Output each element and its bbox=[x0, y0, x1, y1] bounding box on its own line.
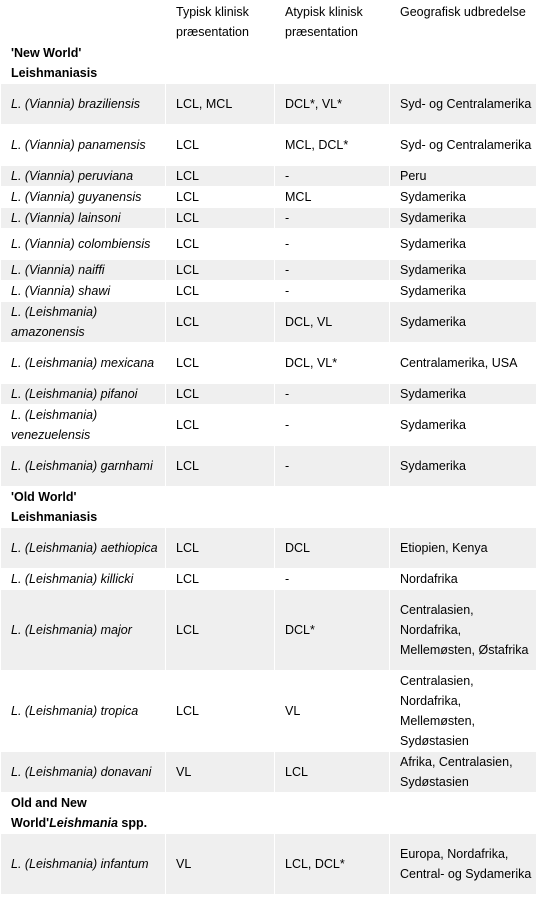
empty-cell bbox=[166, 793, 275, 834]
atypical-cell: VL bbox=[275, 671, 390, 752]
atypical-cell: - bbox=[275, 446, 390, 487]
table-row bbox=[1, 752, 536, 793]
geography-cell: Sydamerika bbox=[390, 302, 536, 343]
empty-cell bbox=[166, 43, 275, 84]
atypical-cell: LCL bbox=[275, 752, 390, 793]
section-title-cell bbox=[1, 793, 166, 834]
geography-cell: Centralasien, Nordafrika, Mellemøsten, Østafrika bbox=[390, 590, 536, 671]
table-row bbox=[1, 187, 536, 208]
atypical-cell: DCL bbox=[275, 528, 390, 569]
species-cell: L. (Leishmania) venezuelensis bbox=[1, 405, 166, 446]
typical-cell: LCL bbox=[166, 384, 275, 405]
species-cell: L. (Leishmania) mexicana bbox=[1, 343, 166, 384]
atypical-cell: LCL, DCL* bbox=[275, 834, 390, 895]
atypical-cell: - bbox=[275, 384, 390, 405]
atypical-cell: DCL* bbox=[275, 590, 390, 671]
section-title: 'Old World' Leishmaniasis bbox=[11, 490, 98, 524]
geography-cell: Sydamerika bbox=[390, 446, 536, 487]
section-title-cell bbox=[1, 43, 166, 84]
species-cell: L. (Leishmania) infantum bbox=[1, 834, 166, 895]
typical-cell: VL bbox=[166, 752, 275, 793]
geography-cell: Syd- og Centralamerika bbox=[390, 125, 536, 166]
atypical-cell: - bbox=[275, 260, 390, 281]
typical-cell: LCL bbox=[166, 343, 275, 384]
geography-cell: Centralamerika, USA bbox=[390, 343, 536, 384]
typical-cell: VL bbox=[166, 834, 275, 895]
geography-cell: Sydamerika bbox=[390, 229, 536, 260]
table-row bbox=[1, 229, 536, 260]
species-cell: L. (Viannia) braziliensis bbox=[1, 84, 166, 125]
atypical-cell: MCL bbox=[275, 187, 390, 208]
typical-cell: LCL bbox=[166, 229, 275, 260]
species-cell: L. (Viannia) guyanensis bbox=[1, 187, 166, 208]
atypical-cell: - bbox=[275, 229, 390, 260]
species-cell: L. (Leishmania) aethiopica bbox=[1, 528, 166, 569]
table-row bbox=[1, 384, 536, 405]
species-cell: L. (Leishmania) donavani bbox=[1, 752, 166, 793]
geography-cell: Syd- og Centralamerika bbox=[390, 84, 536, 125]
typical-cell: LCL bbox=[166, 671, 275, 752]
table-row bbox=[1, 590, 536, 671]
species-cell: L. (Leishmania) pifanoi bbox=[1, 384, 166, 405]
empty-cell bbox=[166, 487, 275, 528]
geography-cell: Sydamerika bbox=[390, 187, 536, 208]
typical-cell: LCL bbox=[166, 528, 275, 569]
table-row bbox=[1, 166, 536, 187]
atypical-cell: - bbox=[275, 281, 390, 302]
geography-cell: Centralasien, Nordafrika, Mellemøsten, Sydøstasien bbox=[390, 671, 536, 752]
table-row bbox=[1, 302, 536, 343]
typical-cell: LCL bbox=[166, 405, 275, 446]
typical-cell: LCL bbox=[166, 187, 275, 208]
empty-cell bbox=[275, 793, 390, 834]
header-typical: Typisk klinisk præsentation bbox=[166, 1, 275, 43]
empty-cell bbox=[275, 43, 390, 84]
table-header-row bbox=[1, 1, 536, 43]
table-row bbox=[1, 405, 536, 446]
section-row bbox=[1, 487, 536, 528]
section-title-cell bbox=[1, 487, 166, 528]
geography-cell: Sydamerika bbox=[390, 281, 536, 302]
table-body bbox=[1, 43, 536, 895]
table-row bbox=[1, 569, 536, 590]
species-cell: L. (Leishmania) amazonensis bbox=[1, 302, 166, 343]
atypical-cell: - bbox=[275, 208, 390, 229]
empty-cell bbox=[390, 487, 536, 528]
atypical-cell: - bbox=[275, 166, 390, 187]
geography-cell: Sydamerika bbox=[390, 405, 536, 446]
table-row bbox=[1, 528, 536, 569]
table-row bbox=[1, 125, 536, 166]
atypical-cell: MCL, DCL* bbox=[275, 125, 390, 166]
atypical-cell: - bbox=[275, 405, 390, 446]
species-cell: L. (Viannia) panamensis bbox=[1, 125, 166, 166]
species-cell: L. (Viannia) shawi bbox=[1, 281, 166, 302]
geography-cell: Sydamerika bbox=[390, 260, 536, 281]
header-species bbox=[1, 1, 166, 43]
species-cell: L. (Viannia) naiffi bbox=[1, 260, 166, 281]
table-row bbox=[1, 671, 536, 752]
typical-cell: LCL bbox=[166, 208, 275, 229]
species-cell: L. (Leishmania) garnhami bbox=[1, 446, 166, 487]
section-title: Old and New World' bbox=[11, 796, 87, 830]
species-cell: L. (Viannia) lainsoni bbox=[1, 208, 166, 229]
table-row bbox=[1, 84, 536, 125]
typical-cell: LCL, MCL bbox=[166, 84, 275, 125]
typical-cell: LCL bbox=[166, 590, 275, 671]
header-geography: Geografisk udbredelse bbox=[390, 1, 536, 43]
geography-cell: Europa, Nordafrika, Central- og Sydamerika bbox=[390, 834, 536, 895]
species-cell: L. (Viannia) peruviana bbox=[1, 166, 166, 187]
section-title-tail: spp. bbox=[117, 816, 148, 830]
geography-cell: Nordafrika bbox=[390, 569, 536, 590]
empty-cell bbox=[390, 793, 536, 834]
section-row bbox=[1, 43, 536, 84]
atypical-cell: DCL, VL bbox=[275, 302, 390, 343]
table-row bbox=[1, 834, 536, 895]
table-row bbox=[1, 446, 536, 487]
geography-cell: Peru bbox=[390, 166, 536, 187]
species-cell: L. (Leishmania) major bbox=[1, 590, 166, 671]
geography-cell: Etiopien, Kenya bbox=[390, 528, 536, 569]
atypical-cell: DCL, VL* bbox=[275, 343, 390, 384]
section-title: 'New World' Leishmaniasis bbox=[11, 46, 98, 80]
header-atypical: Atypisk klinisk præsentation bbox=[275, 1, 390, 43]
typical-cell: LCL bbox=[166, 125, 275, 166]
typical-cell: LCL bbox=[166, 166, 275, 187]
table-row bbox=[1, 208, 536, 229]
atypical-cell: DCL*, VL* bbox=[275, 84, 390, 125]
section-row bbox=[1, 793, 536, 834]
atypical-cell: - bbox=[275, 569, 390, 590]
typical-cell: LCL bbox=[166, 569, 275, 590]
species-cell: L. (Viannia) colombiensis bbox=[1, 229, 166, 260]
table-row bbox=[1, 260, 536, 281]
empty-cell bbox=[390, 43, 536, 84]
geography-cell: Sydamerika bbox=[390, 384, 536, 405]
typical-cell: LCL bbox=[166, 260, 275, 281]
table-row bbox=[1, 343, 536, 384]
species-cell: L. (Leishmania) tropica bbox=[1, 671, 166, 752]
geography-cell: Sydamerika bbox=[390, 208, 536, 229]
typical-cell: LCL bbox=[166, 302, 275, 343]
geography-cell: Afrika, Centralasien, Sydøstasien bbox=[390, 752, 536, 793]
empty-cell bbox=[275, 487, 390, 528]
typical-cell: LCL bbox=[166, 281, 275, 302]
section-title-italic: Leishmania bbox=[49, 816, 118, 830]
species-cell: L. (Leishmania) killicki bbox=[1, 569, 166, 590]
typical-cell: LCL bbox=[166, 446, 275, 487]
table-row bbox=[1, 281, 536, 302]
